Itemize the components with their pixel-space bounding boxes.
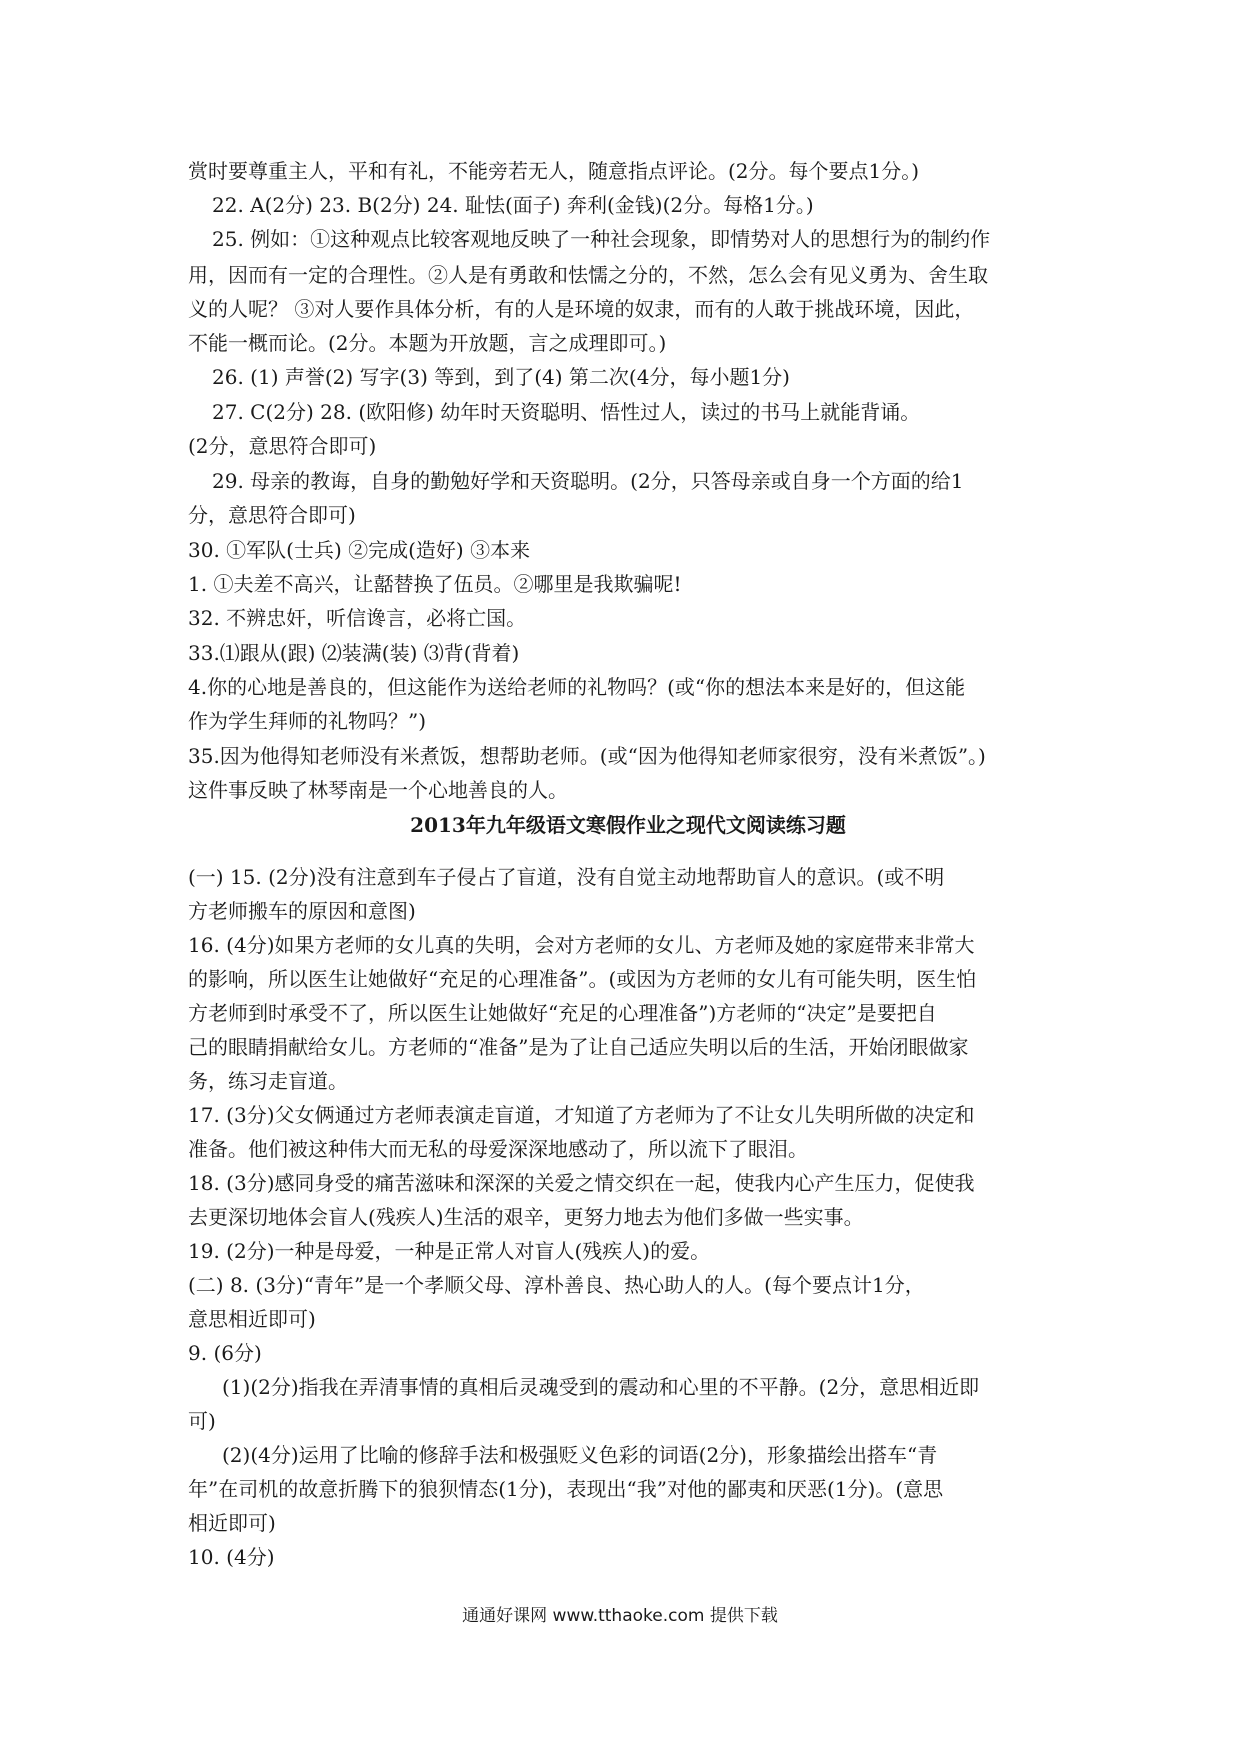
answer-line: 17. (3分)父女俩通过方老师表演走盲道，才知道了方老师为了不让女儿失明所做的决定和: [188, 1103, 975, 1127]
answer-line: 9. (6分): [188, 1341, 262, 1365]
answer-line: 分，意思符合即可): [188, 503, 356, 527]
answer-line: 相近即可): [188, 1511, 276, 1535]
answer-line: 用，因而有一定的合理性。②人是有勇敢和怯懦之分的，不然，怎么会有见义勇为、舍生取: [188, 263, 988, 287]
answer-line: 10. (4分): [188, 1545, 275, 1569]
answer-line: 意思相近即可): [188, 1307, 316, 1331]
answer-line: (一) 15. (2分)没有注意到车子侵占了盲道，没有自觉主动地帮助盲人的意识。(或不明: [188, 865, 945, 889]
answer-line: 义的人呢？ ③对人要作具体分析，有的人是环境的奴隶，而有的人敢于挑战环境，因此，: [188, 297, 975, 321]
answer-line: 方老师到时承受不了，所以医生让她做好“充足的心理准备”)方老师的“决定”是要把自: [188, 1001, 937, 1025]
answer-line: 不能一概而论。(2分。本题为开放题，言之成理即可。): [188, 331, 667, 355]
answer-line: 16. (4分)如果方老师的女儿真的失明，会对方老师的女儿、方老师及她的家庭带来非常大: [188, 933, 975, 957]
answer-line: 可): [188, 1409, 216, 1433]
answer-line: (1)(2分)指我在弄清事情的真相后灵魂受到的震动和心里的不平静。(2分，意思相近即: [222, 1375, 980, 1399]
answer-line: 这件事反映了林琴南是一个心地善良的人。: [188, 778, 568, 802]
answer-line: 方老师搬车的原因和意图): [188, 899, 416, 923]
answer-line: 32. 不辨忠奸，听信谗言，必将亡国。: [188, 606, 527, 630]
answer-line: 25. 例如：①这种观点比较客观地反映了一种社会现象，即情势对人的思想行为的制约作: [212, 227, 991, 251]
answer-line: 务，练习走盲道。: [188, 1069, 348, 1093]
answer-line: 1. ①夫差不高兴，让嚭替换了伍员。②哪里是我欺骗呢!: [188, 572, 682, 596]
answer-line: 30. ①军队(士兵) ②完成(造好) ③本来: [188, 538, 531, 562]
answer-line: 27. C(2分) 28. (欧阳修) 幼年时天资聪明、悟性过人，读过的书马上就能背诵。: [212, 400, 921, 424]
answer-line: (2)(4分)运用了比喻的修辞手法和极强贬义色彩的词语(2分)，形象描绘出搭车“青: [222, 1443, 938, 1467]
answer-line: 22. A(2分) 23. B(2分) 24. 耻怯(面子) 奔利(金钱)(2分。每格1分。): [212, 193, 814, 217]
answer-line: 的影响，所以医生让她做好“充足的心理准备”。(或因为方老师的女儿有可能失明，医生怕: [188, 967, 977, 991]
answer-line: 作为学生拜师的礼物吗？”): [188, 709, 427, 733]
section-title: 2013年九年级语文寒假作业之现代文阅读练习题: [410, 813, 846, 837]
answer-line: (2分，意思符合即可): [188, 434, 377, 458]
answer-line: 年”在司机的故意折腾下的狼狈情态(1分)，表现出“我”对他的鄙夷和厌恶(1分)。(意思: [188, 1477, 944, 1501]
page-footer: 通通好课网 www.tthaoke.com 提供下载: [462, 1606, 778, 1626]
answer-line: 35.因为他得知老师没有米煮饭，想帮助老师。(或“因为他得知老师家很穷，没有米煮饭”。): [188, 744, 986, 768]
answer-line: 19. (2分)一种是母爱，一种是正常人对盲人(残疾人)的爱。: [188, 1239, 711, 1263]
answer-line: (二) 8. (3分)“青年”是一个孝顺父母、淳朴善良、热心助人的人。(每个要点计1分，: [188, 1273, 925, 1297]
answer-line: 4.你的心地是善良的，但这能作为送给老师的礼物吗？(或“你的想法本来是好的，但这能: [188, 675, 966, 699]
answer-line: 准备。他们被这种伟大而无私的母爱深深地感动了，所以流下了眼泪。: [188, 1137, 808, 1161]
answer-line: 33.⑴跟从(跟) ⑵装满(装) ⑶背(背着): [188, 641, 520, 665]
answer-line: 29. 母亲的教诲，自身的勤勉好学和天资聪明。(2分，只答母亲或自身一个方面的给1: [212, 469, 964, 493]
answer-line: 18. (3分)感同身受的痛苦滋味和深深的关爱之情交织在一起，使我内心产生压力，促使我: [188, 1171, 975, 1195]
answer-line: 己的眼睛捐献给女儿。方老师的“准备”是为了让自己适应失明以后的生活，开始闭眼做家: [188, 1035, 969, 1059]
answer-line: 去更深切地体会盲人(残疾人)生活的艰辛，更努力地去为他们多做一些实事。: [188, 1205, 864, 1229]
answer-line: 26. (1) 声誉(2) 写字(3) 等到，到了(4) 第二次(4分，每小题1分): [212, 365, 790, 389]
answer-line: 赏时要尊重主人，平和有礼，不能旁若无人，随意指点评论。(2分。每个要点1分。): [188, 159, 920, 183]
